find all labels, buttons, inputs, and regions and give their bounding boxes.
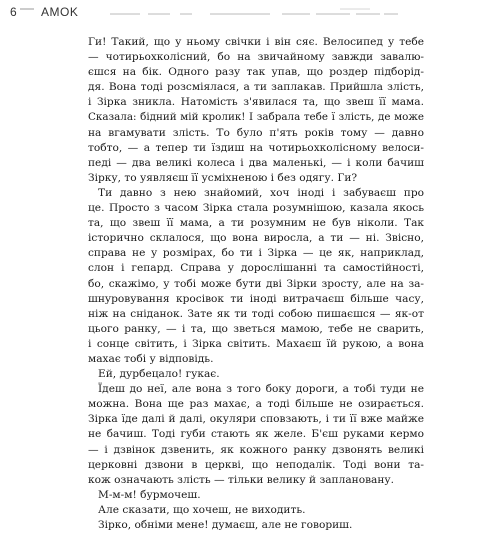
text-line: слон і гепард. Справа у дорослішанні та самостійності, (88, 262, 424, 275)
text-line: ніж на сніданок. Зате як ти тоді собою пишаєшся — як-от (88, 307, 424, 320)
text-line: Але сказати, що хочеш, не виходить. (98, 503, 306, 516)
text-line: церковні дзвони в церкві, що неподалік. Тоді вони та- (88, 458, 424, 471)
text-line: кож означають злість — тільки велику й заплановану. (88, 473, 395, 486)
page-number: 6 (10, 5, 17, 19)
text-line: єшся на бік. Одного разу так упав, що роздер підборід- (88, 66, 424, 79)
text-line: Їдеш до неї, але вона з того боку дороги, а тобі туди не (98, 383, 424, 396)
text-line: шнуровування кросівок ти іноді витрачаєш більше часу, (88, 292, 424, 305)
text-line: дя. Вона тоді розсміялася, а ти заплакав. Прийшла злість, (88, 81, 424, 94)
text-line: та, що звеш її мама, а ти розумним не був ніколи. Так (88, 217, 424, 230)
text-line: Ги! Такий, що у ньому свічки і він сяє. Велосипед у тебе (88, 36, 424, 48)
text-line: і сонце світить, і Зірка світить. Махаєш їй рукою, а вона (88, 337, 424, 350)
text-line: Ти давно з нею знайомий, хоч іноді і забуваєш про (98, 186, 424, 199)
text-line: можна. Вона ще раз махає, а тоді більше не озирається. (88, 398, 424, 411)
text-line: тобто, — а тепер ти їздиш на чотирьохколісному велоси- (88, 141, 424, 154)
text-line: не бачиш. Тоді губи стають як желе. Б'єш руками кермо (88, 428, 424, 441)
text-line: М-м-м! бурмочеш. (98, 488, 201, 501)
page-header (0, 0, 500, 26)
text-line: Сказала: бідний мій кролик! І забрала тебе ї злість, де може (88, 111, 424, 124)
text-line: — чотирьохколісний, бо на звичайному завжди завалю- (88, 51, 424, 64)
text-line: Зірка їде далі й далі, окуляри сповзають, і ти її вже майже (88, 413, 424, 426)
text-line: педі — два великі колеса і два маленькі, — і коли бачиш (88, 156, 424, 169)
text-line: Зірко, обніми мене! думаєш, але не говориш. (98, 519, 353, 531)
text-line: Зірку, то уявляєш її усміхненою і без одягу. Ги? (88, 171, 358, 184)
text-line: справа не у розмірах, бо ти і Зірка — це як, наприклад, (88, 247, 424, 260)
text-line: цього ранку, — і та, що зветься мамою, тебе не сварить, (88, 322, 424, 335)
text-line: — і дзвінок дзвенить, як кожного ранку дзвонять великі (88, 443, 424, 456)
text-line: махає тобі у відповідь. (88, 352, 214, 365)
running-title: AMOK (41, 5, 79, 19)
text-line: бо, скажімо, у тобі може бути дві Зірки зросту, але на за- (88, 277, 424, 290)
text-line: і Зірка зникла. Натомість з'явилася та, що звеш її мама. (88, 96, 424, 109)
body-text (88, 35, 424, 533)
text-line: історично склалося, що вона виросла, а ти — ні. Звісно, (88, 232, 424, 245)
text-line: на вгамувати злість. То було п'ять років тому — давно (88, 126, 424, 139)
text-line: це. Просто з часом Зірка стала розумнішою, казала якось (88, 202, 424, 215)
text-line: Ей, дурбецало! гукає. (98, 368, 220, 381)
